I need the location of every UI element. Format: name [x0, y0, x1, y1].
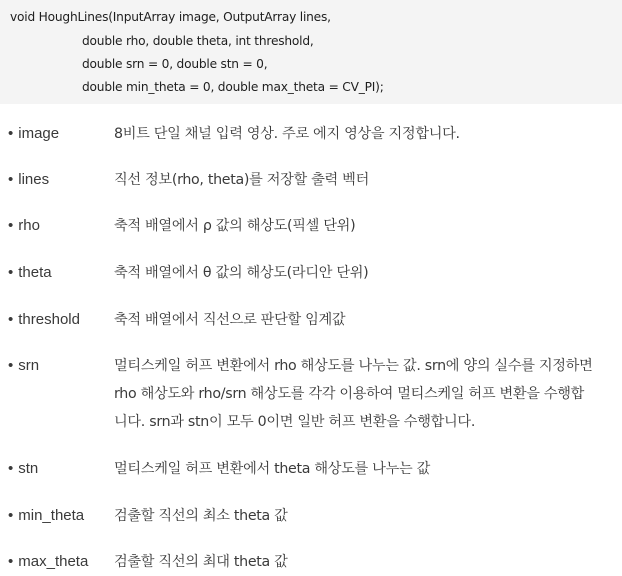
code-line-params-3: double min_theta = 0, double max_theta = CV_PI);	[82, 80, 384, 94]
bullet-icon: •	[8, 311, 14, 328]
param-desc: 검출할 직선의 최대 theta 값	[114, 554, 288, 570]
param-name: • stn	[8, 460, 39, 477]
bullet-icon: •	[8, 460, 14, 477]
code-block	[0, 0, 622, 104]
bullet-icon: •	[8, 217, 14, 234]
bullet-icon: •	[8, 357, 14, 374]
param-desc: 축적 배열에서 직선으로 판단할 임계값	[114, 312, 346, 328]
param-desc: 직선 정보(rho, theta)를 저장할 출력 벡터	[114, 172, 369, 188]
param-desc: 검출할 직선의 최소 theta 값	[114, 508, 288, 524]
param-name: • rho	[8, 217, 40, 234]
param-name: • theta	[8, 264, 52, 281]
param-desc: 멀티스케일 허프 변환에서 rho 해상도를 나누는 값. srn에 양의 실수를 지정하면 rho 해상도와 rho/srn 해상도를 각각 이용하여 멀티스케일 허프 변환을 수행합 니다. srn과 stn이 모두 0이면 일반 허프 변환을 수행합니다.	[114, 358, 593, 430]
param-name: • lines	[8, 171, 50, 188]
param-name: • srn	[8, 357, 40, 374]
param-desc: 축적 배열에서 θ 값의 해상도(라디안 단위)	[114, 265, 369, 281]
param-name: • image	[8, 125, 60, 142]
bullet-icon: •	[8, 553, 14, 570]
code-line-params-2: double srn = 0, double stn = 0,	[82, 57, 268, 71]
bullet-icon: •	[8, 125, 14, 142]
param-desc: 8비트 단일 채널 입력 영상. 주로 에지 영상을 지정합니다.	[114, 126, 460, 142]
bullet-icon: •	[8, 507, 14, 524]
code-line-signature: void HoughLines(InputArray image, OutputArray lines,	[10, 10, 331, 24]
param-name: • max_theta	[8, 553, 89, 570]
bullet-icon: •	[8, 264, 14, 281]
param-name: • threshold	[8, 311, 80, 328]
param-desc: 멀티스케일 허프 변환에서 theta 해상도를 나누는 값	[114, 461, 430, 477]
bullet-icon: •	[8, 171, 14, 188]
code-line-params-1: double rho, double theta, int threshold,	[82, 34, 314, 48]
param-name: • min_theta	[8, 507, 85, 524]
param-desc: 축적 배열에서 ρ 값의 해상도(픽셀 단위)	[114, 218, 356, 234]
